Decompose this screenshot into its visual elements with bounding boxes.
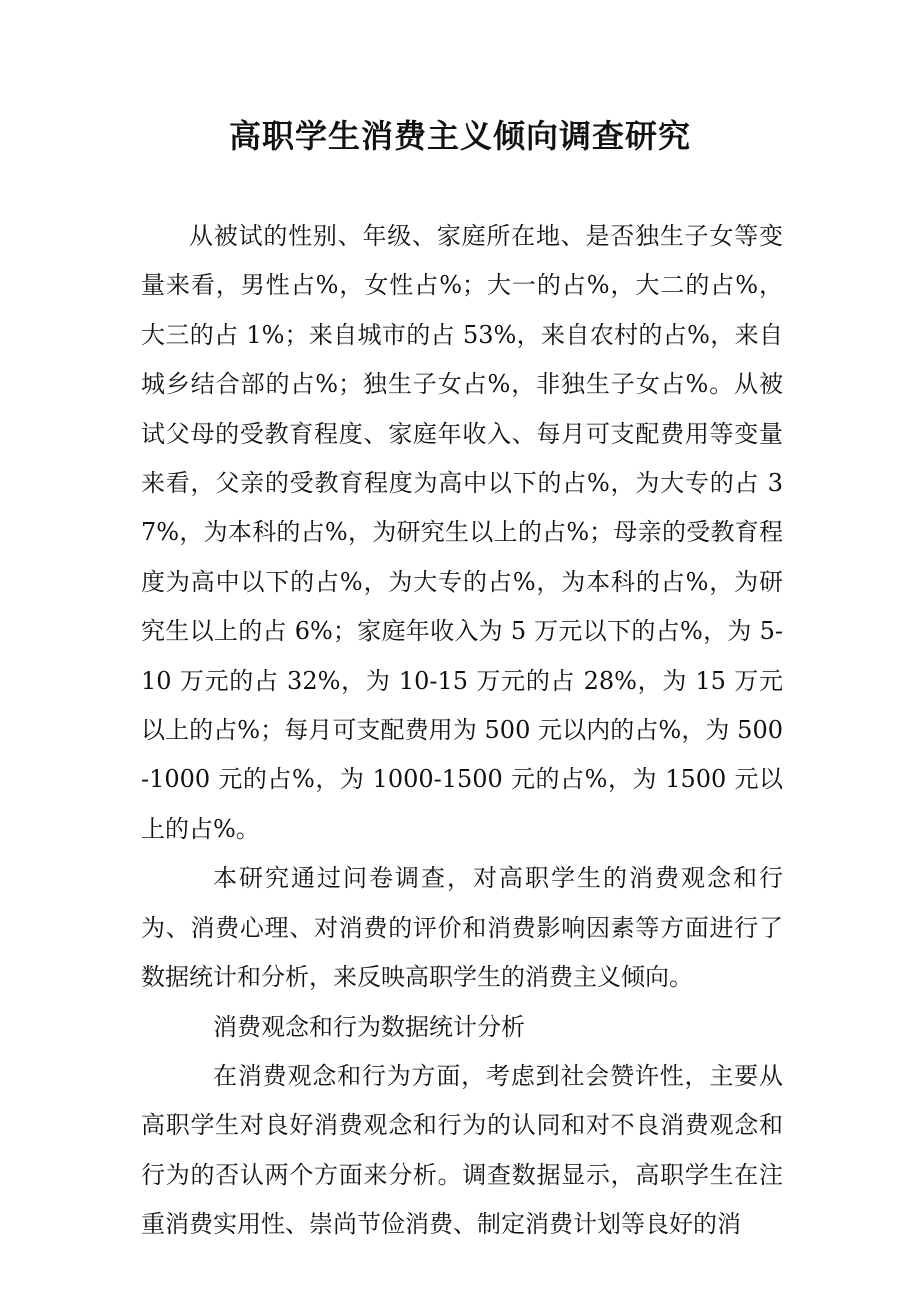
section-heading: 消费观念和行为数据统计分析 <box>213 1012 525 1041</box>
paragraph-consumption-analysis: 在消费观念和行为方面，考虑到社会赞许性，主要从高职学生对良好消费观念和行为的认同和对不良消费观念和行为的否认两个方面来分析。调查数据显示，高职学生在注重消费实用性、崇尚节俭消费、制定消费计划等良好的消 <box>141 1061 783 1239</box>
document-body <box>141 212 783 1250</box>
paragraph-demographics: 从被试的性别、年级、家庭所在地、是否独生子女等变量来看，男性占%，女性占%；大一的占%，大二的占%，大三的占 1%；来自城市的占 53%，来自农村的占%，来自城乡结合部的占%；独生子女占%，非独生子女占%。从被试父母的受教育程度、家庭年收入、每月可支配费用等变量来看，父亲的受教育程度为高中以下的占%，为大专的占 37%，为本科的占%，为研究生以上的占%；母亲的受教育程度为高中以下的占%，为大专的占%，为本科的占%，为研究生以上的占 6%；家庭年收入为 5 万元以下的占%，为 5-10 万元的占 32%，为 10-15 万元的占 28%，为 15 万元以上的占%；每月可支配费用为 500 元以内的占%，为 500-1000 元的占%，为 1000-1500 元的占%，为 1500 元以上的占%。 <box>141 222 783 843</box>
paragraph-research-method: 本研究通过问卷调查，对高职学生的消费观念和行为、消费心理、对消费的评价和消费影响因素等方面进行了数据统计和分析，来反映高职学生的消费主义倾向。 <box>141 864 783 992</box>
document-title: 高职学生消费主义倾向调查研究 <box>228 117 691 155</box>
